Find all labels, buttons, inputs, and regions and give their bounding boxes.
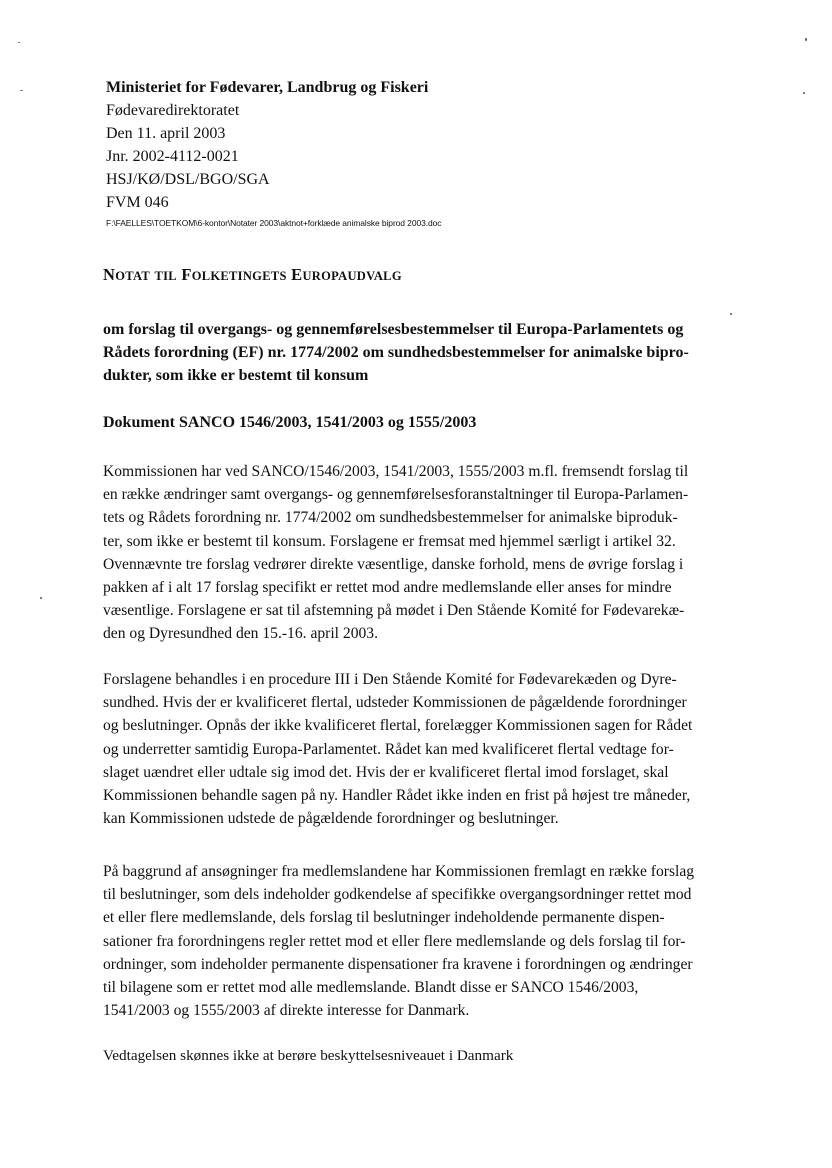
text-line: til beslutninger, som dels indeholder godkendelse af specifikke overgangsordninger rettet mod	[103, 886, 692, 904]
file-path: F:\FAELLES\TOETKOM\6-kontor\Notater 2003\aktnot+forklæde animalske biprod 2003.doc	[106, 218, 442, 228]
text-line: sundhed. Hvis der er kvalificeret flertal, udsteder Kommissionen de pågældende forordninger	[103, 694, 687, 712]
scan-speck	[18, 42, 20, 43]
document-reference: Dokument SANCO 1546/2003, 1541/2003 og 1555/2003	[103, 414, 477, 431]
title-word-3-rest: OLKETINGETS	[191, 269, 287, 283]
text-line: På baggrund af ansøgninger fra medlemslandene har Kommissionen fremlagt en række forslag	[103, 863, 695, 880]
title-word-2: TIL	[154, 269, 177, 283]
ministry-name: Ministeriet for Fødevarer, Landbrug og Fiskeri	[106, 79, 429, 96]
scan-speck	[40, 597, 42, 599]
subject-line: om forslag til overgangs- og gennemførelsesbestemmelser til Europa-Parlamentets og	[103, 321, 684, 338]
text-line: en række ændringer samt overgangs- og gennemførelsesforanstaltninger til Europa-Parlamen-	[103, 486, 689, 504]
journal-number: Jnr. 2002-4112-0021	[106, 148, 239, 165]
text-line: Kommissionen har ved SANCO/1546/2003, 1541/2003, 1555/2003 m.fl. fremsendt forslag til	[103, 463, 689, 480]
title-word-4-rest: UROPAUDVALG	[302, 269, 402, 283]
text-line: 1541/2003 og 1555/2003 af direkte interesse for Danmark.	[103, 1002, 470, 1020]
text-line: pakken af i alt 17 forslag specifikt er rettet mod andre medlemslande eller anses for mindre	[103, 579, 672, 597]
paragraph-4	[103, 1044, 733, 1067]
paragraph-1	[103, 460, 733, 646]
author-initials: HSJ/KØ/DSL/BGO/SGA	[106, 171, 270, 188]
paragraph-3	[103, 860, 733, 1022]
scan-speck	[803, 92, 805, 94]
text-line: Forslagene behandles i en procedure III i Den Stående Komité for Fødevarekæden og Dyre-	[103, 671, 677, 688]
title-word-4-initial: E	[291, 265, 303, 284]
text-line: et eller flere medlemslande, dels forslag til beslutninger indeholdende permanente dispen-	[103, 909, 665, 927]
directorate-name: Fødevaredirektoratet	[106, 102, 240, 119]
letterhead	[106, 76, 746, 230]
text-line: ordninger, som indeholder permanente dispensationer fra kravene i forordningen og ændringer	[103, 955, 693, 973]
subject-line: Rådets forordning (EF) nr. 1774/2002 om sundhedsbestemmelser for animalske bipro-	[103, 344, 689, 361]
page-title	[103, 265, 402, 285]
subject-line: dukter, som ikke er bestemt til konsum	[103, 367, 369, 384]
text-line: slaget uændret eller udtale sig imod det. Hvis der er kvalificeret flertal imod forslaget, skal	[103, 763, 669, 781]
subject-heading	[103, 318, 743, 387]
scan-speck	[730, 313, 732, 315]
text-line: til bilagene som er rettet mod alle medlemslande. Blandt disse er SANCO 1546/2003,	[103, 979, 639, 997]
paragraph-2	[103, 668, 733, 830]
text-line: den og Dyresundhed den 15.-16. april 2003.	[103, 625, 378, 643]
document-date: Den 11. april 2003	[106, 125, 226, 142]
text-line: og underretter samtidig Europa-Parlamentet. Rådet kan med kvalificeret flertal vedtage for-	[103, 740, 674, 758]
scan-speck	[20, 90, 23, 91]
text-line: ter, som ikke er bestemt til konsum. Forslagene er fremsat med hjemmel særligt i artikel 32.	[103, 532, 676, 550]
text-line: Kommissionen behandle sagen på ny. Handler Rådet ikke inden en frist på højest tre måneder,	[103, 787, 691, 805]
title-word-1-rest: OTAT	[115, 269, 150, 283]
text-line: Vedtagelsen skønnes ikke at berøre beskyttelsesniveauet i Danmark	[103, 1047, 514, 1064]
fvm-number: FVM 046	[106, 194, 169, 211]
text-line: sationer fra forordningens regler rettet mod et eller flere medlemslande og dels forslag til for-	[103, 932, 686, 950]
text-line: og beslutninger. Opnås der ikke kvalificeret flertal, forelægger Kommissionen sagen for Rådet	[103, 717, 693, 735]
title-word-3-initial: F	[181, 265, 192, 284]
text-line: væsentlige. Forslagene er sat til afstemning på mødet i Den Stående Komité for Fødevarekæ-	[103, 602, 685, 620]
text-line: Ovennævnte tre forslag vedrører direkte væsentlige, danske forhold, mens de øvrige forslag i	[103, 555, 684, 573]
title-word-1-initial: N	[103, 265, 116, 284]
scan-speck	[805, 38, 807, 41]
text-line: kan Kommissionen udstede de pågældende forordninger og beslutninger.	[103, 810, 559, 828]
text-line: tets og Rådets forordning nr. 1774/2002 om sundhedsbestemmelser for animalske biproduk-	[103, 509, 678, 527]
